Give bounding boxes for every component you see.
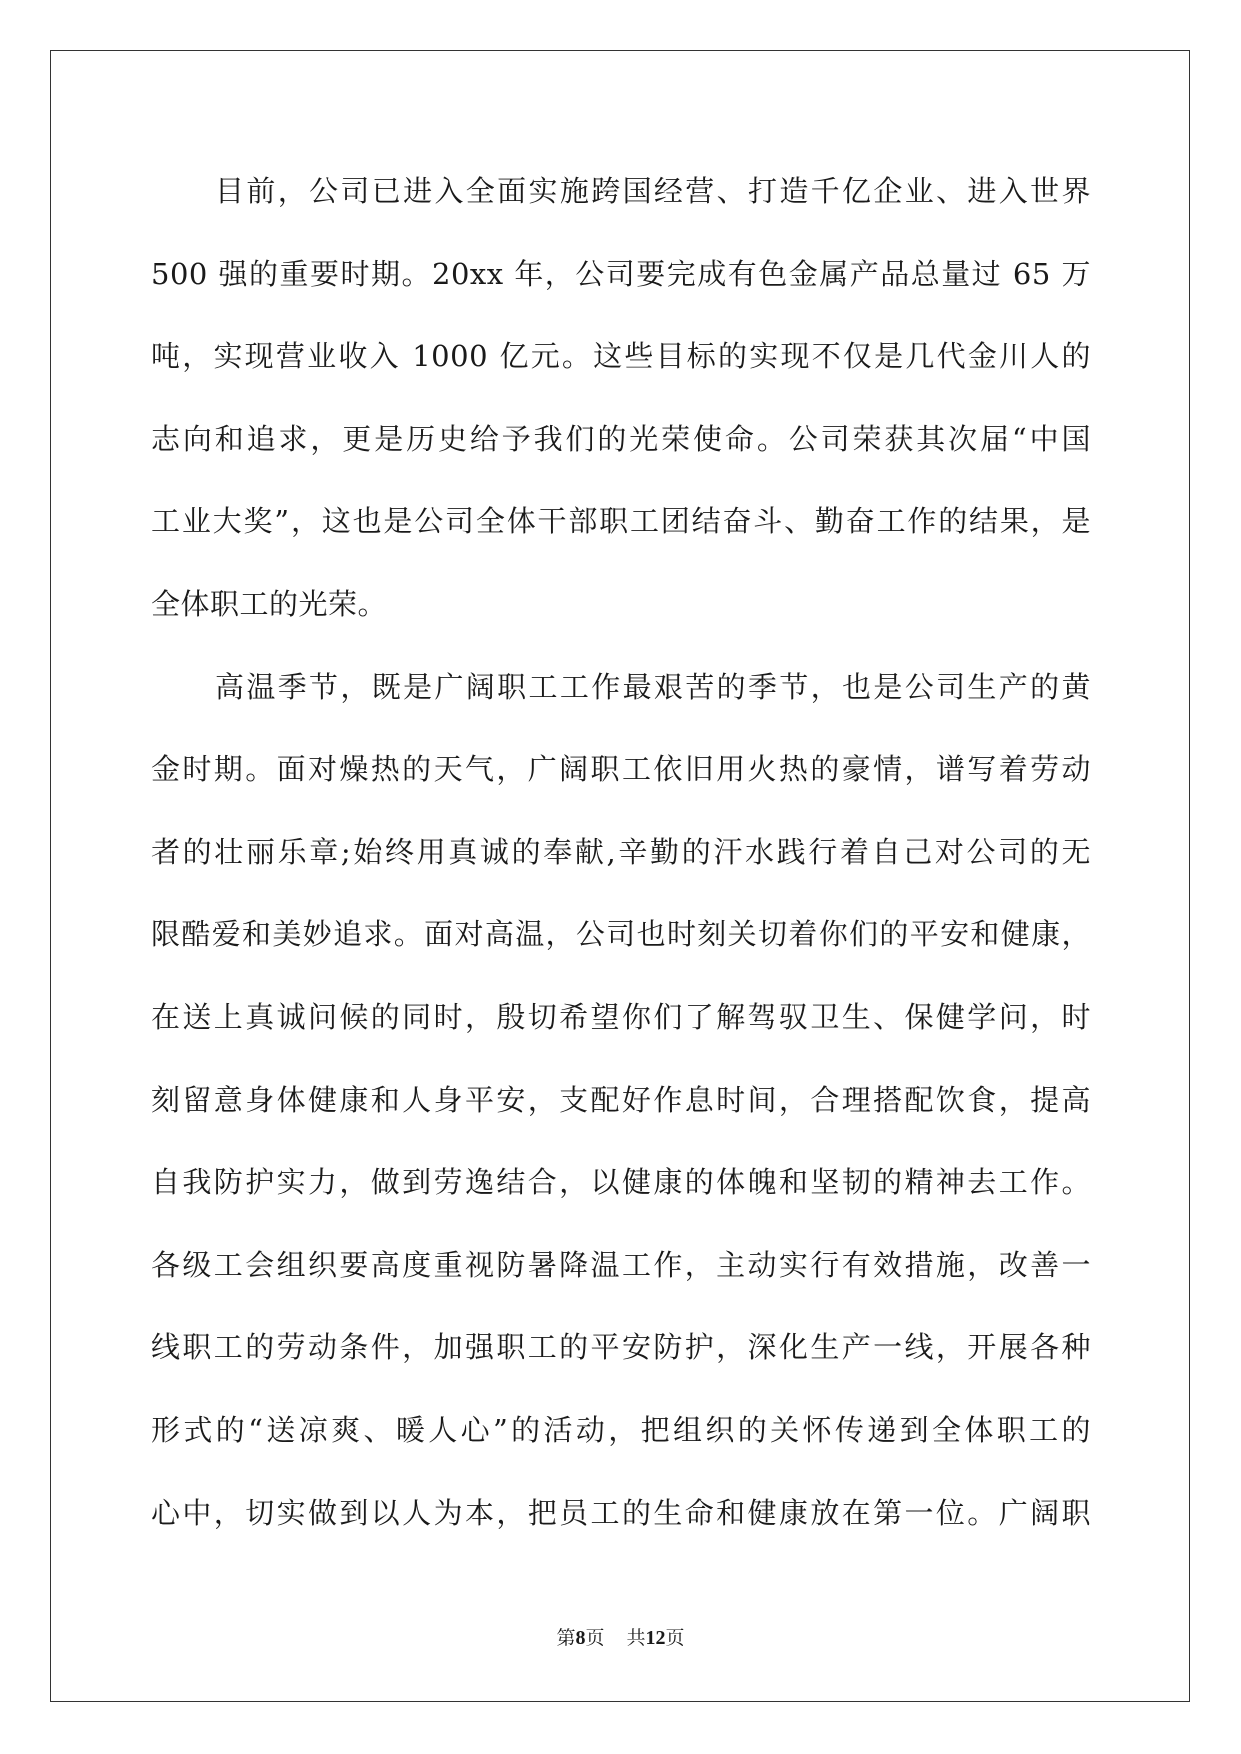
paragraph-2-line-4: 限酷爱和美妙追求。面对高温，公司也时刻关切着你们的平安和健康， bbox=[151, 917, 1091, 952]
page-number: 8 bbox=[575, 1627, 586, 1649]
page-footer bbox=[0, 1625, 1241, 1651]
paragraph-2-line-3: 者的壮丽乐章;始终用真诚的奉献,辛勤的汗水践行着自己对公司的无 bbox=[151, 834, 1091, 869]
paragraph-2-line-9: 线职工的劳动条件，加强职工的平安防护，深化生产一线，开展各种 bbox=[151, 1330, 1091, 1365]
paragraph-2-line-7: 自我防护实力，做到劳逸结合，以健康的体魄和坚韧的精神去工作。 bbox=[151, 1165, 1091, 1200]
paragraph-1-line-1: 目前，公司已进入全面实施跨国经营、打造千亿企业、进入世界 bbox=[215, 174, 1091, 208]
paragraph-1-line-6: 全体职工的光荣。 bbox=[151, 586, 388, 621]
total-suffix: 页 bbox=[665, 1627, 685, 1649]
document-body bbox=[151, 155, 1091, 1559]
total-pages: 12 bbox=[645, 1627, 666, 1649]
paragraph-2-line-11: 心中，切实做到以人为本，把员工的生命和健康放在第一位。广阔职 bbox=[151, 1495, 1091, 1530]
paragraph-1-line-2: 500 强的重要时期。20xx 年，公司要完成有色金属产品总量过 65 万 bbox=[151, 256, 1091, 291]
paragraph-1-line-5: 工业大奖”，这也是公司全体干部职工团结奋斗、勤奋工作的结果，是 bbox=[151, 504, 1091, 539]
paragraph-2-line-8: 各级工会组织要高度重视防暑降温工作，主动实行有效措施，改善一 bbox=[151, 1247, 1091, 1282]
paragraph-2-line-2: 金时期。面对燥热的天气，广阔职工依旧用火热的豪情，谱写着劳动 bbox=[151, 752, 1091, 787]
page-prefix: 第 bbox=[556, 1627, 576, 1649]
total-prefix: 共 bbox=[626, 1627, 646, 1649]
paragraph-2-line-6: 刻留意身体健康和人身平安，支配好作息时间，合理搭配饮食，提高 bbox=[151, 1082, 1091, 1117]
paragraph-2-line-1: 高温季节，既是广阔职工工作最艰苦的季节，也是公司生产的黄 bbox=[215, 669, 1091, 704]
paragraph-2-line-10: 形式的“送凉爽、暖人心”的活动，把组织的关怀传递到全体职工的 bbox=[151, 1412, 1091, 1447]
paragraph-2-line-5: 在送上真诚问候的同时，殷切希望你们了解驾驭卫生、保健学问，时 bbox=[151, 999, 1091, 1034]
page-suffix: 页 bbox=[585, 1627, 605, 1649]
paragraph-1-line-4: 志向和追求，更是历史给予我们的光荣使命。公司荣获其次届“中国 bbox=[151, 421, 1091, 456]
paragraph-1-line-3: 吨，实现营业收入 1000 亿元。这些目标的实现不仅是几代金川人的 bbox=[151, 339, 1091, 374]
